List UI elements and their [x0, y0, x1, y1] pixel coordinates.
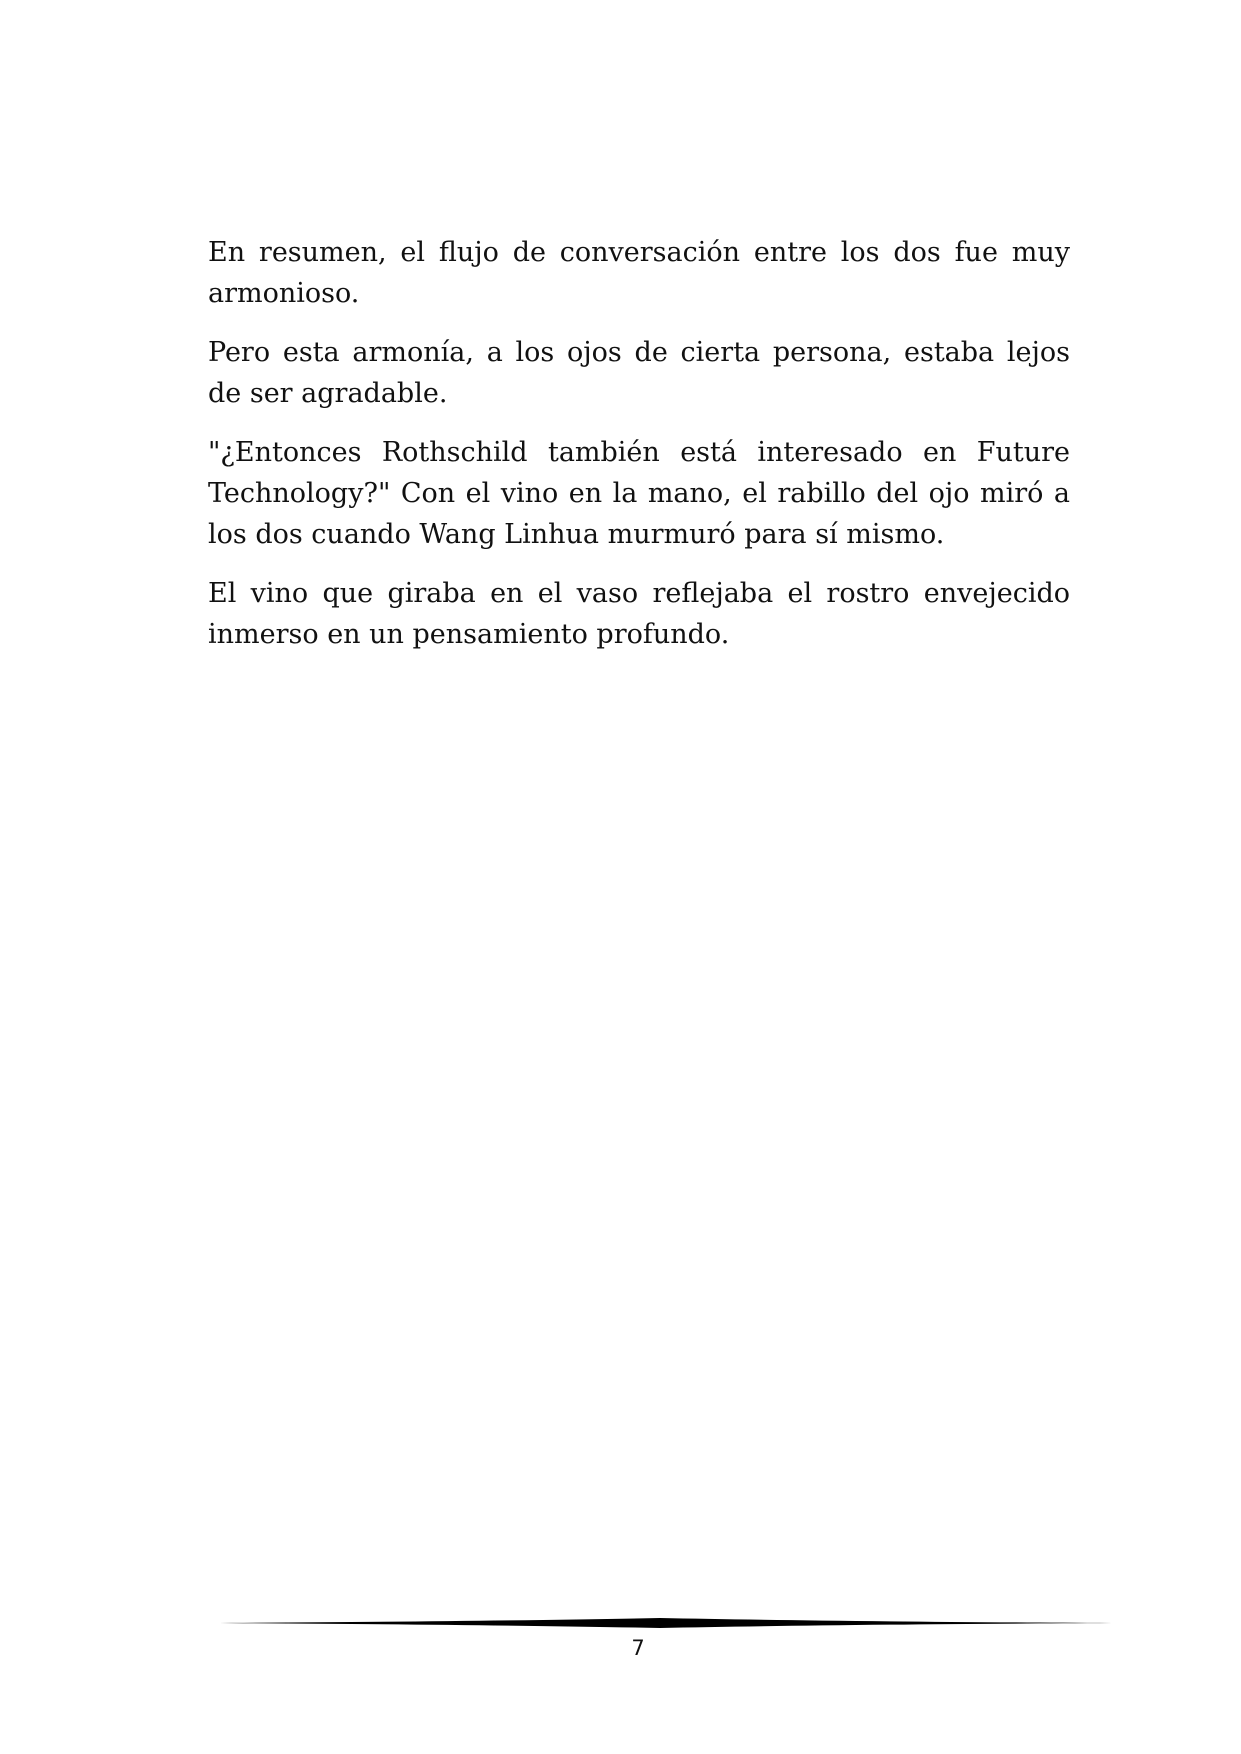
- paragraph-4: El vino que giraba en el vaso reflejaba el rostro envejecido inmerso en un pensamiento profundo.: [208, 578, 1070, 650]
- page-number: 7: [631, 1636, 645, 1660]
- footer-divider: [208, 1616, 1112, 1630]
- paragraph-1: En resumen, el flujo de conversación entre los dos fue muy armonioso.: [208, 237, 1070, 309]
- body-text: [208, 232, 1070, 673]
- paragraph-3: "¿Entonces Rothschild también está interesado en Future Technology?" Con el vino en la mano, el rabillo del ojo miró a los dos cuando Wang Linhua murmuró para sí mismo.: [208, 437, 1070, 550]
- paragraph-2: Pero esta armonía, a los ojos de cierta persona, estaba lejos de ser agradable.: [208, 337, 1070, 409]
